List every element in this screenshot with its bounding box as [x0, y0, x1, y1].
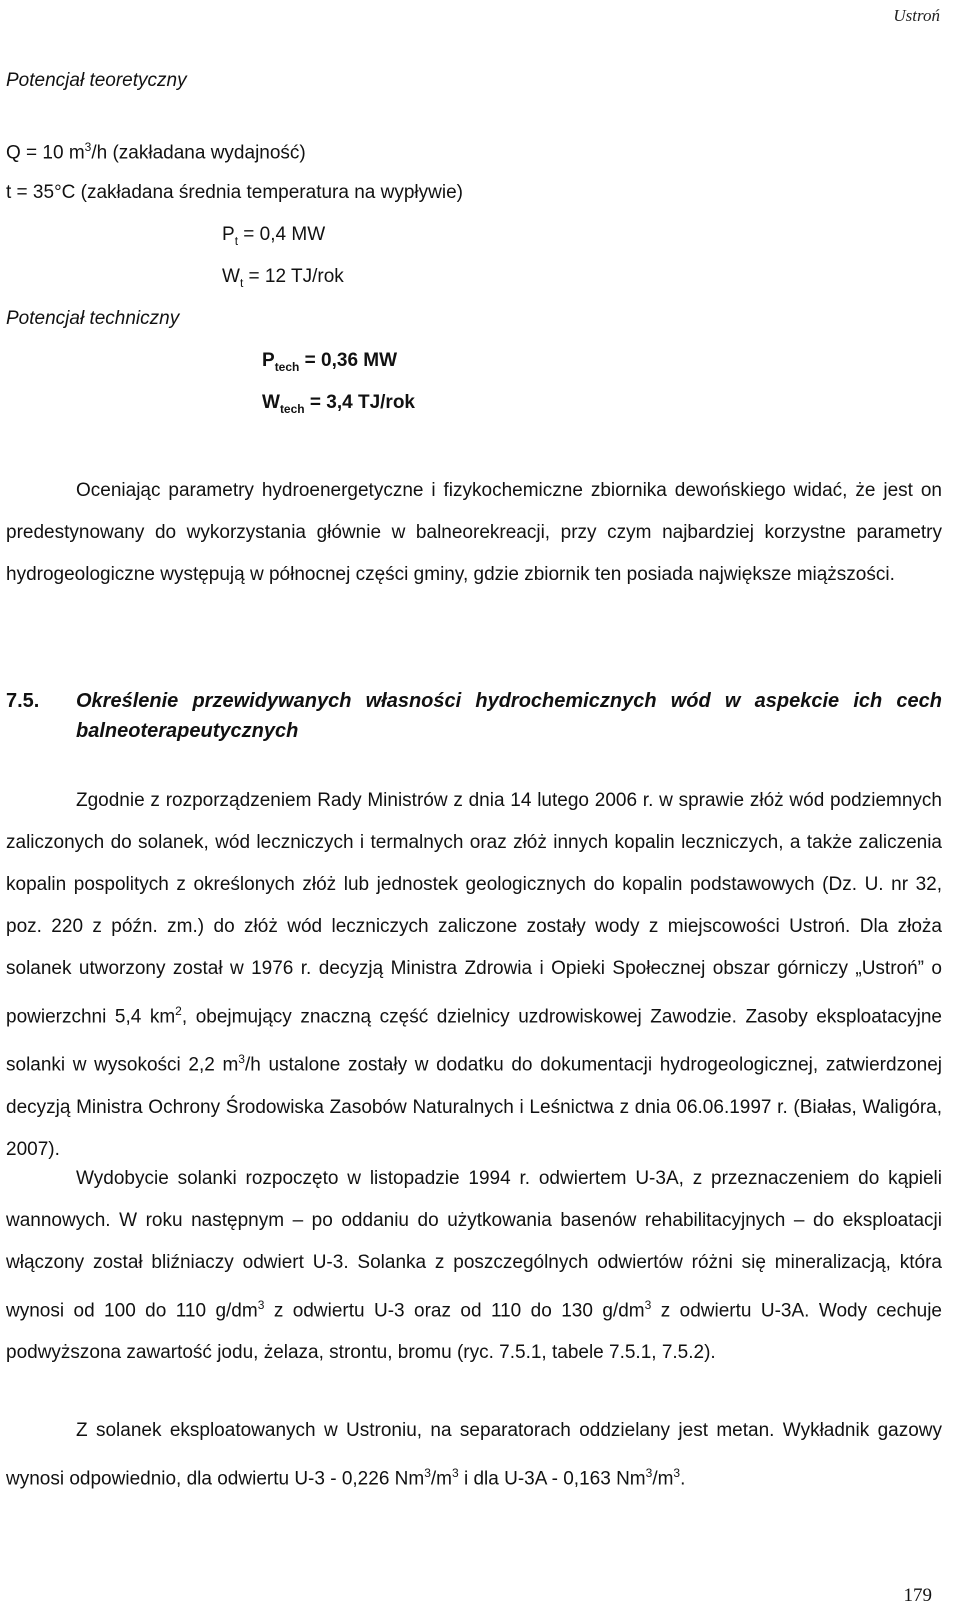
section-number: 7.5.: [6, 690, 40, 712]
temperature-line: t = 35°C (zakładana średnia temperatura na wypływie): [6, 182, 463, 203]
paragraph-regulation: [6, 780, 942, 1171]
power-technical: [262, 350, 397, 374]
running-header: Ustroń: [893, 6, 940, 25]
paragraph-hydroenergetic: Oceniając parametry hydroenergetyczne i fizykochemiczne zbiornika dewońskiego widać, że jest on predestynowany do wykorzystania głównie w balneorekreacji, przy czym najbardziej korzystne parametry hydrogeologiczne występują w północnej części gminy, gdzie zbiornik ten posiada największe miąższości.: [6, 480, 942, 585]
sup-dm3-a: 3: [257, 1298, 265, 1312]
energy-value: = 12 TJ/rok: [243, 266, 344, 287]
energy-technical: [262, 392, 415, 416]
power-theoretical: [222, 224, 325, 248]
power-tech-symbol: P: [262, 350, 275, 371]
energy-sub: t: [239, 275, 244, 290]
power-value: = 0,4 MW: [238, 224, 326, 245]
paragraph-regulation-part1: Zgodnie z rozporządzeniem Rady Ministrów z dnia 14 lutego 2006 r. w sprawie złóż wód podziemnych zaliczonych do solanek, wód leczniczych i termalnych oraz złóż innych kopalin leczniczych, a także zaliczenia kopalin pospolitych z określonych złóż lub jednostek geologicznych do kopalin podstawowych (Dz. U. nr 32, poz. 220 z późn. zm.) do złóż wód leczniczych zaliczone zostały wody z miejscowości Ustroń. Dla złoża solanek utworzony został w 1976 r. decyzją Ministra Zdrowia i Opieki Społecznej obszar górniczy „Ustroń” o powierzchni 5,4 km: [6, 790, 942, 1028]
paragraph-extraction-part3: z odwiertu U-3A. Wody cechuje podwyższona zawartość jodu, żelaza, strontu, bromu (ryc. 7.5.1, tabele 7.5.1, 7.5.2).: [6, 1300, 942, 1364]
paragraph-extraction: [6, 1158, 942, 1374]
paragraph-methane-part3: i dla U-3A - 0,163 Nm: [458, 1468, 646, 1490]
energy-theoretical: [222, 266, 344, 290]
paragraph-methane-part4: /m: [652, 1468, 674, 1490]
energy-tech-symbol: W: [262, 392, 280, 413]
flow-rate-line: [6, 140, 306, 164]
power-sub: t: [234, 233, 239, 248]
sup-m3-b: 3: [673, 1466, 681, 1480]
power-symbol: P: [222, 224, 235, 245]
sup-dm3-b: 3: [644, 1298, 652, 1312]
sup-nm3-b: 3: [645, 1466, 653, 1480]
paragraph-extraction-part2: z odwiertu U-3 oraz od 110 do 130 g/dm: [264, 1300, 645, 1322]
paragraph-extraction-part1: Wydobycie solanki rozpoczęto w listopadzie 1994 r. odwiertem U-3A, z przeznaczeniem do kąpieli wannowych. W roku następnym – po oddaniu do użytkowania basenów rehabilitacyjnych – do eksploatacji włączony został bliźniaczy odwiert U-3. Solanka z poszczególnych odwiertów różni się mineralizacją, która wynosi od 100 do 110 g/dm: [6, 1168, 942, 1322]
power-tech-value: = 0,36 MW: [299, 350, 398, 371]
paragraph-methane: [6, 1410, 942, 1500]
paragraph-regulation-part3: /h ustalone zostały w dodatku do dokumentacji hydrogeologicznej, zatwierdzonej decyzją Ministra Ochrony Środowiska Zasobów Naturalnych i Leśnictwa z dnia 06.06.1997 r. (Białas, Waligóra, 2007).: [6, 1054, 942, 1160]
sup-nm3-a: 3: [424, 1466, 431, 1480]
flow-rate-text: Q = 10 m: [6, 142, 85, 164]
potencjal-techniczny-title: Potencjał techniczny: [6, 308, 180, 329]
section-title: Określenie przewidywanych własności hydrochemicznych wód w aspekcie ich cech balneoterapeutycznych: [76, 690, 942, 742]
sup-m3-a: 3: [452, 1466, 459, 1480]
energy-symbol: W: [222, 266, 240, 287]
paragraph-methane-part1: Z solanek eksploatowanych w Ustroniu, na separatorach oddzielany jest metan. Wykładnik gazowy wynosi odpowiednio, dla odwiertu U-3 - 0,226 Nm: [6, 1420, 942, 1490]
paragraph-regulation-part2: , obejmujący znaczną część dzielnicy uzdrowiskowej Zawodzie. Zasoby eksploatacyjne solanki w wysokości 2,2 m: [6, 1006, 942, 1076]
energy-tech-value: = 3,4 TJ/rok: [304, 392, 415, 413]
sup-km2: 2: [175, 1004, 182, 1018]
power-tech-sub: tech: [274, 359, 300, 374]
paragraph-methane-part2: /m: [430, 1468, 453, 1490]
paragraph-methane-part5: .: [680, 1468, 686, 1490]
energy-tech-sub: tech: [279, 401, 305, 416]
section-heading: [6, 686, 942, 746]
page-number: 179: [903, 1585, 932, 1606]
potencjal-teoretyczny-title: Potencjał teoretyczny: [6, 70, 187, 91]
sup-m3: 3: [238, 1052, 245, 1067]
flow-rate-rest: /h (zakładana wydajność): [91, 142, 306, 164]
flow-rate-sup: 3: [84, 140, 92, 154]
